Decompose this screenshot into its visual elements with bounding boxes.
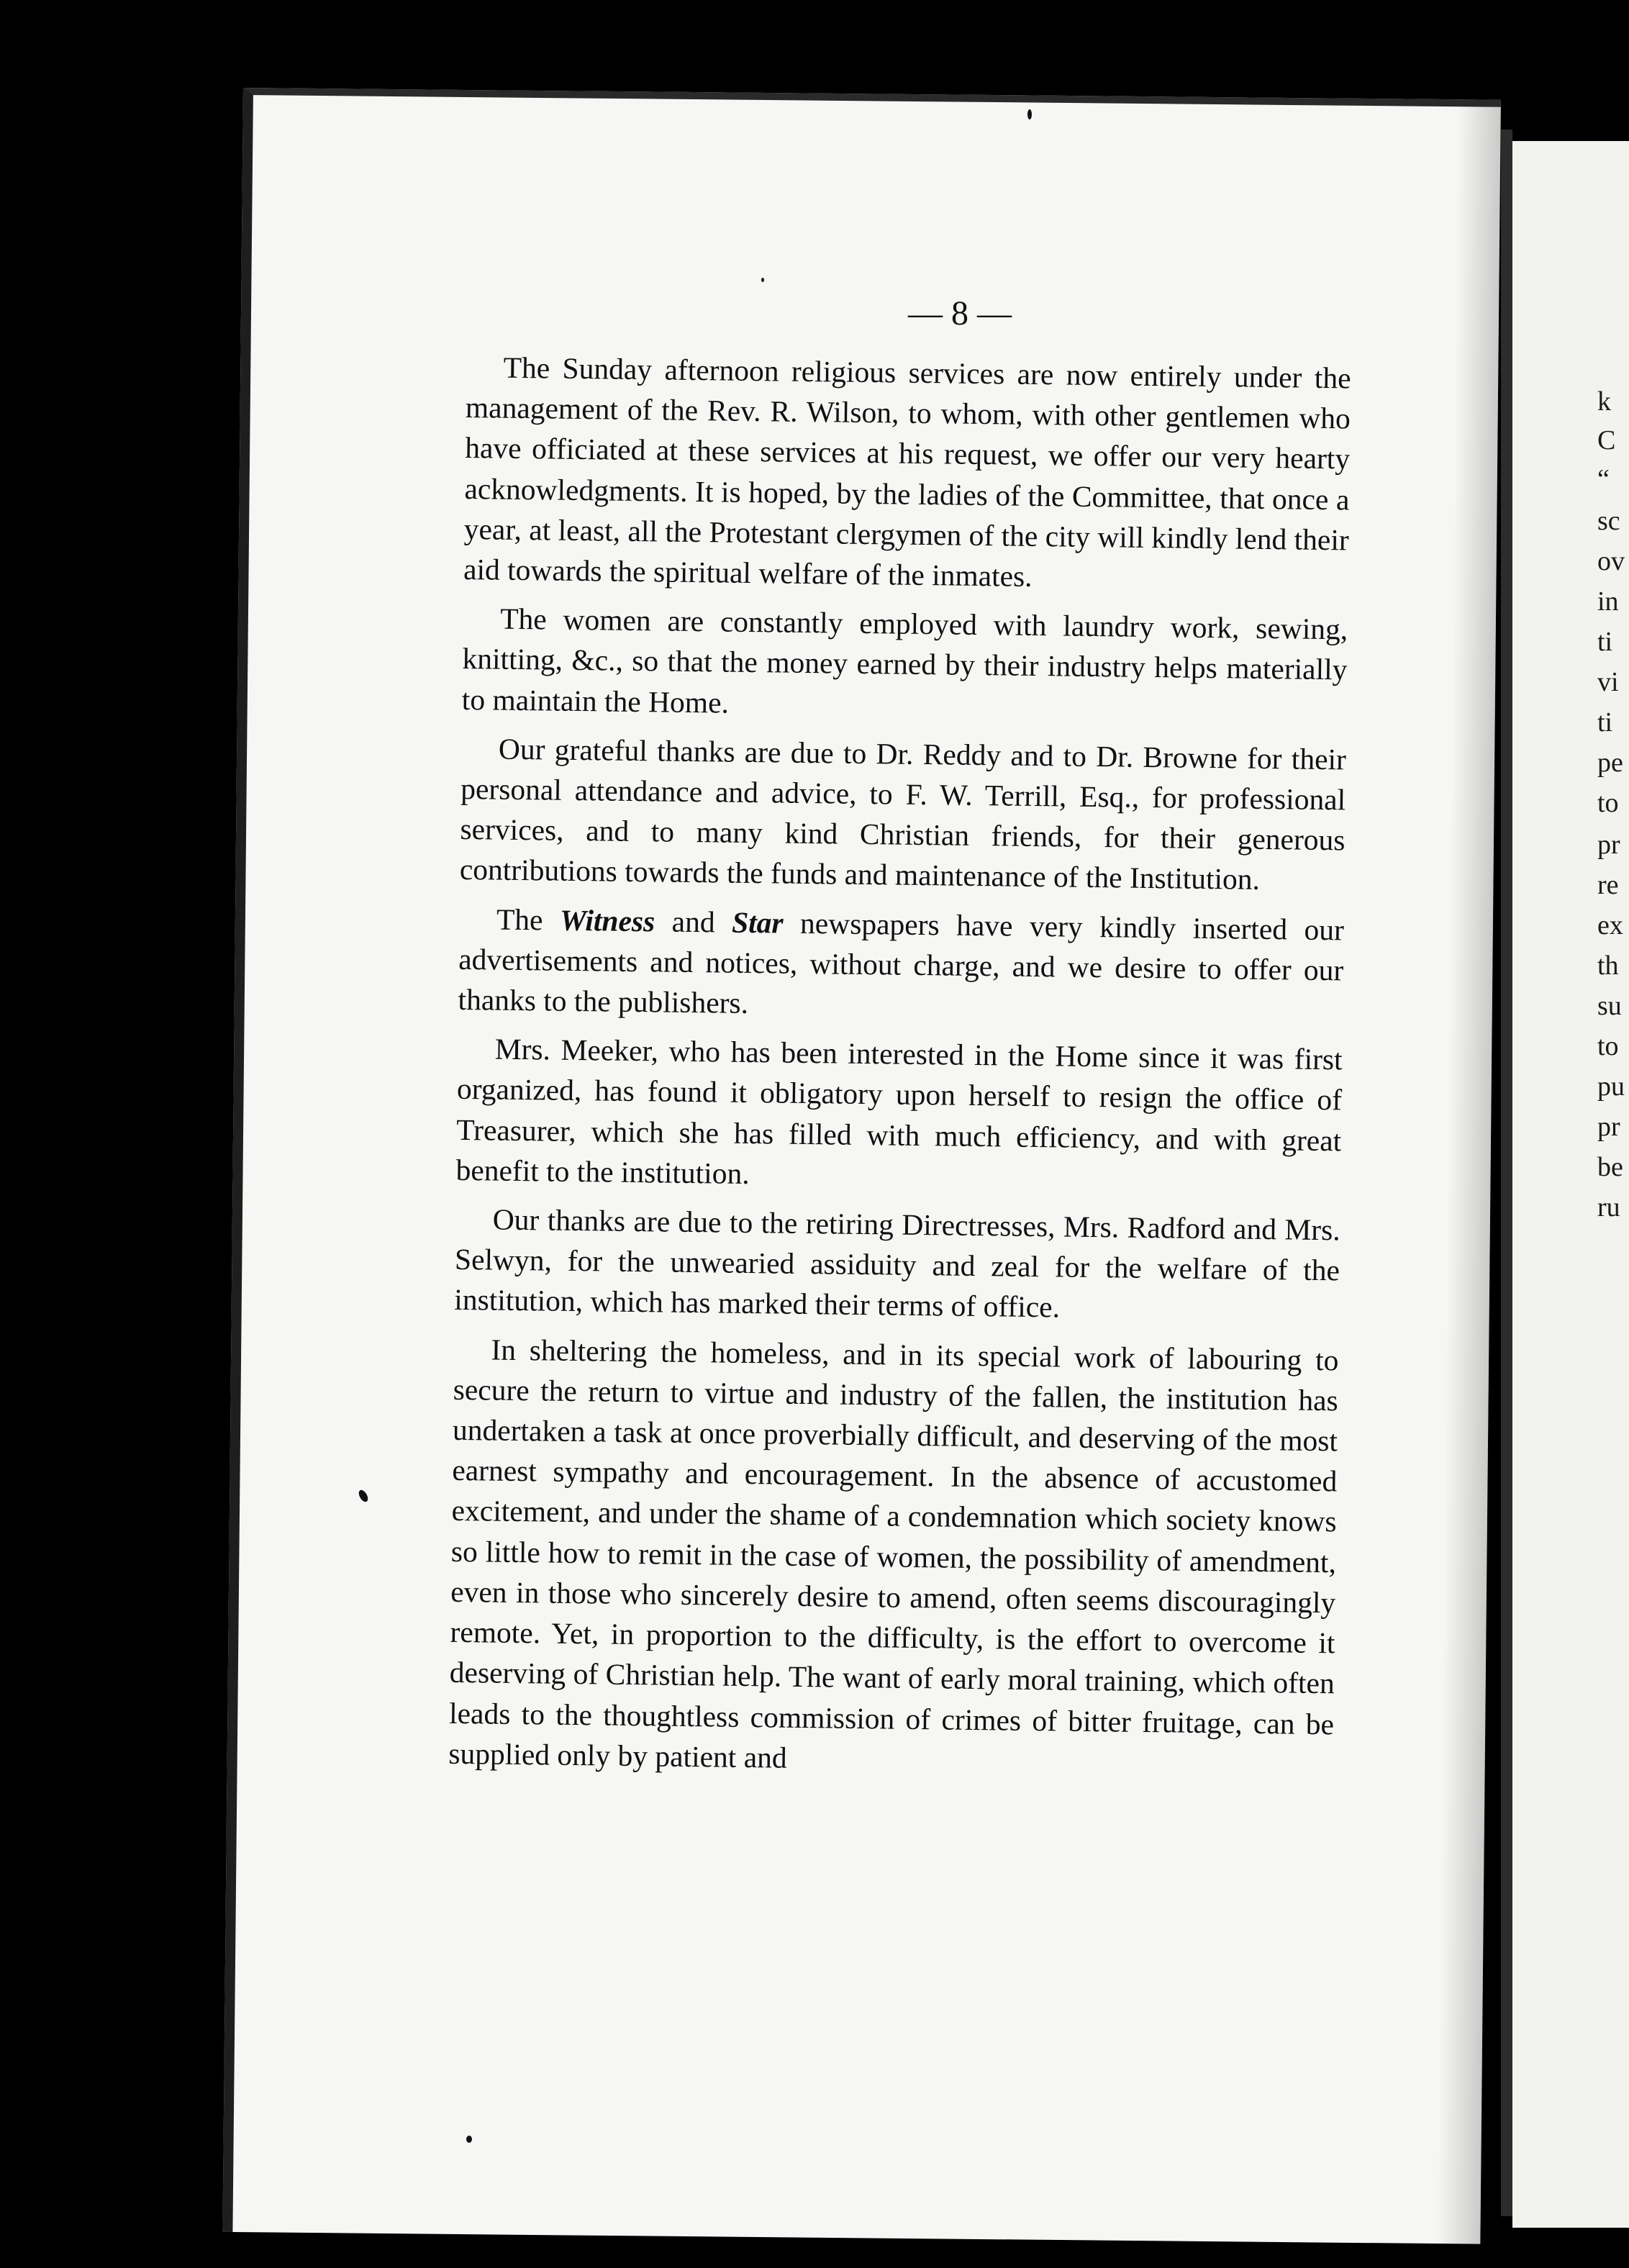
facing-page-fragment: ov bbox=[1597, 546, 1625, 576]
paragraph-sheltering: In sheltering the homeless, and in its special work of labouring to secure the return to virtue and industry of the fallen, the institution has undertaken a task at once proverbially difficult, and deserving of the most earnest sympathy and encouragement. In the absence of accustomed excitement, and under the shame of a condemnation which society knows so little how to remit in the case of women, the possibility of amendment, even in those who sincerely desire to amend, often seems discouragingly remote. Yet, in proportion to the difficulty, is the effort to overcome it deserving of Christian help. The want of early moral training, which often leads to the thoughtless commission of crimes of bitter fruitage, can be supplied only by patient and bbox=[448, 1333, 1339, 1774]
facing-page-fragment: pr bbox=[1597, 1112, 1620, 1142]
facing-page-fragment: to bbox=[1597, 1031, 1619, 1061]
facing-page-fragment: ti bbox=[1597, 627, 1613, 657]
ink-speck bbox=[761, 278, 764, 282]
facing-page-fragment: ru bbox=[1597, 1192, 1620, 1223]
star-title: Star bbox=[731, 905, 784, 940]
ink-speck bbox=[1027, 109, 1032, 119]
facing-page-fragment: be bbox=[1597, 1152, 1623, 1182]
newspapers-lead: The bbox=[496, 902, 561, 937]
facing-page-fragment: re bbox=[1597, 870, 1619, 900]
book-gutter bbox=[1501, 130, 1512, 2216]
newspapers-mid: and bbox=[654, 904, 732, 939]
page-number: — 8 — bbox=[908, 294, 1012, 332]
witness-title: Witness bbox=[559, 903, 655, 938]
facing-page-fragment: th bbox=[1597, 951, 1619, 981]
paragraph-thanks-doctors: Our grateful thanks are due to Dr. Reddy and to Dr. Browne for their personal attendance and advice, to F. W. Terrill, Esq., for professional services, and to many kind Christian friends, for their generous contributions towards the funds and maintenance of the Institution. bbox=[459, 732, 1347, 897]
facing-page-fragment: in bbox=[1597, 586, 1619, 617]
paragraph-newspapers bbox=[458, 899, 1344, 1031]
facing-page-fragment: pu bbox=[1597, 1071, 1625, 1102]
paragraph-treasurer: Mrs. Meeker, who has been interested in the Home since it was first organized, has found it obligatory upon herself to resign the office of Treasurer, which she has filled with much efficiency, and with great benefit to the institution. bbox=[455, 1032, 1343, 1190]
facing-page-fragment: vi bbox=[1597, 667, 1619, 697]
facing-page-fragment: ex bbox=[1597, 910, 1623, 940]
facing-page-fragment: su bbox=[1597, 991, 1622, 1021]
paragraph-directresses: Our thanks are due to the retiring Directresses, Mrs. Radford and Mrs. Selwyn, for the unwearied assiduity and zeal for the welfare of the institution, which has marked their terms of office. bbox=[454, 1202, 1340, 1324]
facing-page-fragment: pe bbox=[1597, 748, 1623, 778]
ink-speck bbox=[466, 2136, 472, 2143]
body-text bbox=[448, 347, 1351, 1793]
paragraph-religious-services: The Sunday afternoon religious services are now entirely under the management of the Rev. R. Wilson, to whom, with other gentlemen who have officiated at these services at his request, we offer our very hearty acknowledgments. It is hoped, by the ladies of the Committee, that once a year, at least, all the Protestant clergymen of the city will kindly lend their aid towards the spiritual welfare of the inmates. bbox=[463, 350, 1351, 593]
facing-page-fragment: “ bbox=[1597, 464, 1610, 494]
facing-page-fragment: ti bbox=[1597, 707, 1613, 738]
facing-page-fragment: to bbox=[1597, 788, 1619, 818]
newspapers-rest: newspapers have very kindly inserted our advertisements and notices, without charge, and we desire to offer our thanks to the publishers. bbox=[458, 906, 1345, 1020]
facing-page-edge bbox=[1512, 141, 1629, 2228]
paragraph-employment: The women are constantly employed with laundry work, sewing, knitting, &c., so that the money earned by their industry helps materially to maintain the Home. bbox=[461, 602, 1348, 720]
facing-page-fragment: sc bbox=[1597, 506, 1620, 536]
facing-page-fragment: k bbox=[1597, 386, 1611, 417]
facing-page-fragment: pr bbox=[1597, 830, 1620, 860]
facing-page-fragment: C bbox=[1597, 425, 1616, 455]
